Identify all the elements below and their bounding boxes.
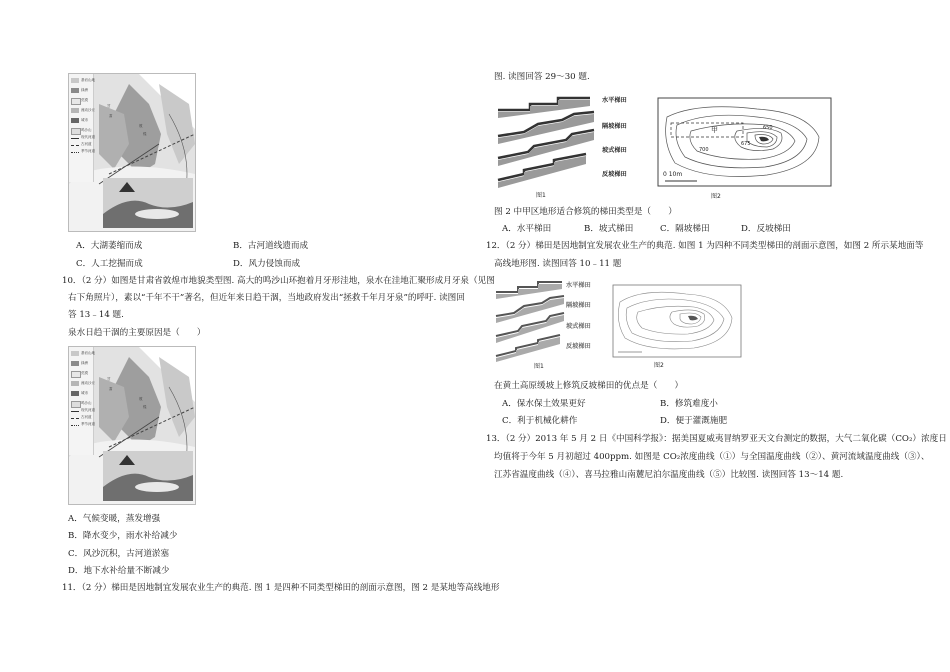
q12-option-c[interactable]: C．利于机械化耕作 — [502, 416, 578, 426]
legend-item: 现代河道 — [81, 408, 95, 412]
legend-item: 鸣沙山 — [81, 401, 92, 405]
q11-option-a[interactable]: A．水平梯田 — [502, 224, 552, 234]
terrace-figure-bottom — [494, 278, 614, 372]
legend-item: 城市 — [81, 118, 88, 122]
legend-item: 荒漠 — [81, 371, 88, 375]
terrace-type-label: 坡式梯田 — [566, 323, 591, 330]
q11-option-d[interactable]: D．反坡梯田 — [741, 224, 791, 234]
terrace-profiles-drawing — [494, 92, 604, 188]
q10-stem-line1: 10．（2 分）如图是甘肃省敦煌市地貌类型图. 高大的鸣沙山环抱着月牙形洼地，泉水在洼地汇聚形成月牙泉（见图 — [62, 276, 495, 286]
map-label: 煌 — [143, 132, 147, 136]
q12-stem-line1: 12．（2 分）梯田是因地制宜发展农业生产的典范. 如图 1 为四种不同类型梯田的剖面示意图，如图 2 所示某地面等 — [486, 241, 924, 251]
q12-option-d[interactable]: D．便于灌溉施肥 — [660, 416, 728, 426]
legend-item: 绿洲 — [81, 88, 88, 92]
contour-label: 675 — [741, 141, 751, 147]
terrace-type-label: 隔坡梯田 — [602, 123, 627, 130]
figure-caption: 图2 — [654, 362, 664, 369]
map-legend — [69, 74, 94, 182]
figure-caption: 图2 — [711, 193, 721, 200]
map-label: 敦 — [139, 124, 143, 128]
contour-label: 甲 — [711, 126, 718, 134]
q13-stem-line3: 江苏省温度曲线（④）、喜马拉雅山南麓尼泊尔温度曲线（⑤）比较图. 读图回答 13～14 题. — [494, 470, 844, 480]
legend-item: 城市 — [81, 391, 88, 395]
terrace-type-label: 水平梯田 — [602, 97, 627, 104]
legend-item: 基岩山地 — [81, 78, 95, 82]
map-label: 敦 — [139, 397, 143, 401]
q10-stem-line3: 答 13﹣14 题. — [68, 310, 124, 320]
q11-stem-line1: 11．（2 分）梯田是因地制宜发展农业生产的典范. 图 1 是四种不同类型梯田的剖面示意图，图 2 是某地等高线地形 — [62, 583, 500, 593]
terrace-type-label: 水平梯田 — [566, 282, 591, 289]
q11-question: 图 2 中甲区地形适合修筑的梯田类型是（ ） — [494, 207, 677, 217]
dunhuang-map-figure-top — [68, 73, 196, 232]
q10-option-b[interactable]: B．降水变少，雨水补给减少 — [68, 531, 178, 541]
legend-item: 基岩山地 — [81, 351, 95, 355]
q12-option-b[interactable]: B．修筑难度小 — [660, 399, 718, 409]
figure-caption: 图1 — [536, 192, 546, 199]
q9-option-b[interactable]: B．古河道线遗而成 — [233, 241, 309, 251]
q10-option-a[interactable]: A．气候变暖，蒸发增强 — [68, 514, 161, 524]
map-legend — [69, 347, 94, 455]
contour-map-figure-bottom — [612, 284, 742, 370]
legend-item: 古河道 — [81, 142, 92, 146]
q10-option-c[interactable]: C．风沙沉积，古河道淤塞 — [68, 549, 170, 559]
q10-option-d[interactable]: D．地下水补给量不断减少 — [68, 566, 170, 576]
legend-item: 绿洲 — [81, 361, 88, 365]
terrace-type-label: 反坡梯田 — [602, 171, 627, 178]
terrace-type-label: 隔坡梯田 — [566, 302, 591, 309]
contour-label: 700 — [699, 147, 709, 153]
q10-stem-line2: 右下角照片），素以“千年不干”著名，但近年来日趋干涸，当地政府发出“拯救千年月牙泉”的呼吁. 读图回 — [68, 293, 465, 303]
scale-label: 0 10m — [663, 171, 683, 178]
map-label: 肃 — [109, 387, 113, 391]
map-label: 甘 — [107, 377, 111, 381]
terrace-type-label: 反坡梯田 — [566, 343, 591, 350]
q12-stem-line2: 高线地形图. 读图回答 10﹣11 题 — [494, 259, 622, 269]
legend-item: 鸣沙山 — [81, 128, 92, 132]
legend-item: 现代河道 — [81, 135, 95, 139]
dunhuang-map-figure-bottom — [68, 346, 196, 505]
contour-map-figure-top — [657, 97, 832, 200]
terrace-profiles-drawing — [494, 278, 566, 362]
legend-item: 流动沙丘 — [81, 108, 95, 112]
map-label: 甘 — [107, 104, 111, 108]
map-label: 肃 — [109, 114, 113, 118]
legend-item: 流动沙丘 — [81, 381, 95, 385]
q13-stem-line2: 均值将于今年 5 月初超过 400ppm. 如图是 CO₂浓度曲线（①）与全国温度曲线（②）、黄河流域温度曲线（③）、 — [494, 452, 930, 462]
contour-label: 650 — [763, 125, 773, 131]
contour-map-drawing — [612, 284, 742, 360]
terrace-figure-top — [494, 92, 644, 200]
q9-option-c[interactable]: C．人工挖掘而成 — [76, 259, 143, 269]
q10-question: 泉水日趋干涸的主要原因是（ ） — [68, 328, 206, 338]
q9-option-a[interactable]: A．大湖萎缩而成 — [76, 241, 143, 251]
legend-item: 古河道 — [81, 415, 92, 419]
q11-stem-line2: 图. 读图回答 29～30 题. — [494, 72, 590, 82]
q13-stem-line1: 13．（2 分）2013 年 5 月 2 日《中国科学报》：据美国夏威夷冒纳罗亚天文台测定的数据，大气二氧化碳（CO₂）浓度日 — [486, 434, 947, 444]
legend-item: 季节河道 — [81, 149, 95, 153]
q12-option-a[interactable]: A．保水保土效果更好 — [502, 399, 586, 409]
figure-caption: 图1 — [534, 363, 544, 370]
legend-item: 荒漠 — [81, 98, 88, 102]
q11-option-c[interactable]: C．隔坡梯田 — [660, 224, 710, 234]
q11-option-b[interactable]: B．坡式梯田 — [584, 224, 634, 234]
terrace-type-label: 坡式梯田 — [602, 147, 627, 154]
q12-question: 在黄土高原缓坡上修筑反坡梯田的优点是（ ） — [494, 381, 684, 391]
q9-option-d[interactable]: D．风力侵蚀而成 — [233, 259, 301, 269]
legend-item: 季节河道 — [81, 422, 95, 426]
map-label: 煌 — [143, 405, 147, 409]
